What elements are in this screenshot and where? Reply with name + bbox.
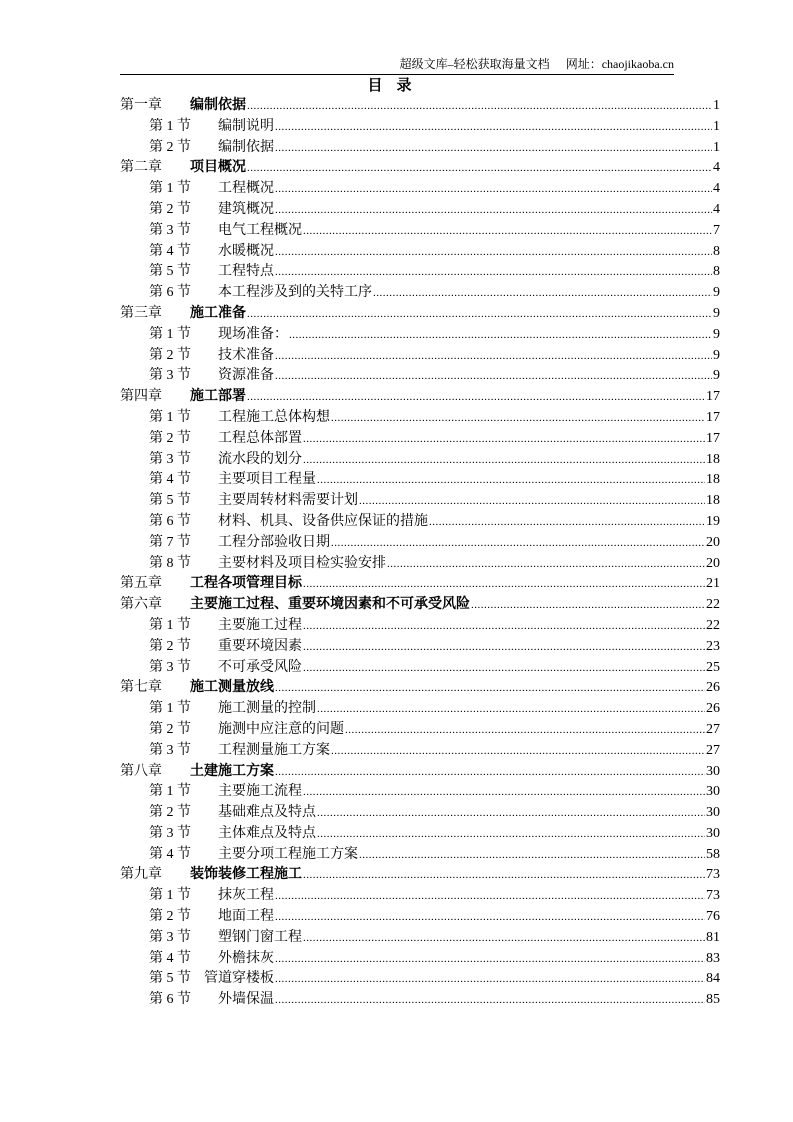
dot-leader	[303, 658, 705, 679]
dot-leader	[331, 408, 705, 429]
toc-chapter-entry[interactable]	[120, 304, 720, 325]
entry-page-number: 9	[713, 368, 720, 384]
entry-number: 第 6 节	[149, 285, 191, 301]
entry-title: 流水段的划分	[218, 451, 302, 467]
entry-page-number: 30	[706, 825, 720, 841]
entry-number: 第五章	[120, 576, 162, 592]
entry-number: 第 2 节	[149, 805, 191, 821]
dot-leader	[303, 865, 705, 886]
entry-title: 施工测量放线	[190, 680, 274, 696]
entry-title: 基础难点及特点	[218, 805, 316, 821]
dot-leader	[275, 886, 705, 907]
entry-title: 主要施工过程	[218, 617, 302, 633]
entry-page-number: 1	[713, 98, 720, 113]
toc-section-entry[interactable]	[120, 803, 720, 824]
entry-page-number: 4	[713, 160, 720, 176]
entry-title: 编制说明	[218, 118, 274, 134]
entry-page-number: 30	[706, 763, 720, 779]
toc-chapter-entry[interactable]	[120, 158, 720, 179]
entry-number: 第 4 节	[149, 243, 191, 259]
toc-section-entry[interactable]	[120, 907, 720, 928]
entry-number: 第八章	[120, 763, 162, 779]
entry-page-number: 9	[713, 326, 720, 342]
header-site-name: 超级文库–轻松获取海量文档	[399, 57, 550, 71]
entry-page-number: 9	[713, 347, 720, 363]
dot-leader	[387, 554, 705, 575]
entry-number: 第 1 节	[149, 409, 191, 425]
entry-number: 第 3 节	[149, 222, 191, 238]
toc-section-entry[interactable]	[120, 637, 720, 658]
dot-leader	[429, 512, 705, 533]
entry-title: 不可承受风险	[218, 659, 302, 675]
dot-leader	[317, 824, 705, 845]
entry-title: 主要项目工程量	[218, 472, 316, 488]
entry-title: 工程特点	[218, 264, 274, 280]
toc-section-entry[interactable]	[120, 221, 720, 242]
toc-section-entry[interactable]	[120, 741, 720, 762]
toc-section-entry[interactable]	[120, 450, 720, 471]
dot-leader	[303, 782, 705, 803]
entry-title: 本工程涉及到的关特工序	[218, 285, 372, 301]
dot-leader	[275, 179, 712, 200]
dot-leader	[303, 429, 705, 450]
toc-section-entry[interactable]	[120, 262, 720, 283]
entry-page-number: 19	[706, 513, 720, 529]
entry-title: 编制依据	[190, 98, 246, 113]
entry-title: 工程测量施工方案	[218, 742, 330, 758]
toc-section-entry[interactable]	[120, 366, 720, 387]
entry-number: 第 2 节	[149, 430, 191, 446]
dot-leader	[275, 242, 712, 263]
entry-number: 第 2 节	[149, 638, 191, 654]
entry-number: 第 5 节	[149, 493, 191, 509]
entry-number: 第 3 节	[149, 368, 191, 384]
entry-title: 装饰装修工程施工	[190, 867, 302, 883]
dot-leader	[303, 928, 705, 949]
toc-chapter-entry[interactable]	[120, 595, 720, 616]
entry-page-number: 4	[713, 181, 720, 197]
entry-number: 第九章	[120, 867, 162, 883]
entry-page-number: 27	[706, 721, 720, 737]
header-url: 网址：chaojikaoba.cn	[565, 57, 674, 71]
entry-page-number: 18	[706, 451, 720, 467]
toc-section-entry[interactable]	[120, 429, 720, 450]
entry-title: 工程分部验收日期	[218, 534, 330, 550]
entry-page-number: 18	[706, 472, 720, 488]
dot-leader	[331, 741, 705, 762]
entry-number: 第 6 节	[149, 513, 191, 529]
toc-section-entry[interactable]	[120, 491, 720, 512]
entry-number: 第 5 节	[149, 971, 191, 987]
entry-page-number: 21	[706, 576, 720, 592]
dot-leader	[275, 200, 712, 221]
entry-page-number: 83	[706, 950, 720, 966]
entry-number: 第 1 节	[149, 784, 191, 800]
entry-title: 管道穿楼板	[204, 971, 274, 987]
dot-leader	[247, 158, 712, 179]
entry-title: 主要分项工程施工方案	[218, 846, 358, 862]
entry-number: 第三章	[120, 305, 162, 321]
dot-leader	[275, 949, 705, 970]
entry-title: 主要周转材料需要计划	[218, 493, 358, 509]
entry-page-number: 81	[706, 929, 720, 945]
toc-section-entry[interactable]	[120, 283, 720, 304]
toc-section-entry[interactable]	[120, 512, 720, 533]
toc-section-entry[interactable]	[120, 554, 720, 575]
entry-page-number: 8	[713, 264, 720, 280]
entry-page-number: 9	[713, 285, 720, 301]
toc-section-entry[interactable]	[120, 990, 720, 1011]
dot-leader	[247, 387, 705, 408]
entry-number: 第 3 节	[149, 742, 191, 758]
entry-title: 技术准备	[218, 347, 274, 363]
entry-number: 第一章	[120, 98, 162, 113]
entry-page-number: 1	[713, 139, 720, 155]
dot-leader	[289, 325, 712, 346]
entry-number: 第 3 节	[149, 825, 191, 841]
dot-leader	[345, 720, 705, 741]
entry-page-number: 76	[706, 909, 720, 925]
entry-title: 材料、机具、设备供应保证的措施	[218, 513, 428, 529]
entry-title: 资源准备	[218, 368, 274, 384]
entry-page-number: 25	[706, 659, 720, 675]
entry-number: 第 2 节	[149, 139, 191, 155]
entry-page-number: 30	[706, 805, 720, 821]
toc-section-entry[interactable]	[120, 200, 720, 221]
entry-page-number: 17	[706, 430, 720, 446]
entry-title: 工程概况	[218, 181, 274, 197]
entry-number: 第 7 节	[149, 534, 191, 550]
dot-leader	[317, 699, 705, 720]
entry-title: 施工准备	[190, 305, 246, 321]
dot-leader	[303, 450, 705, 471]
entry-page-number: 73	[706, 888, 720, 904]
toc-section-entry[interactable]	[120, 325, 720, 346]
entry-page-number: 20	[706, 555, 720, 571]
entry-page-number: 22	[706, 597, 720, 613]
entry-number: 第七章	[120, 680, 162, 696]
entry-page-number: 26	[706, 701, 720, 717]
dot-leader	[275, 366, 712, 387]
entry-number: 第 1 节	[149, 888, 191, 904]
entry-page-number: 22	[706, 617, 720, 633]
toc-section-entry[interactable]	[120, 720, 720, 741]
dot-leader	[331, 533, 705, 554]
dot-leader	[247, 304, 712, 325]
entry-number: 第 2 节	[149, 909, 191, 925]
dot-leader	[275, 762, 705, 783]
dot-leader	[275, 262, 712, 283]
entry-page-number: 17	[706, 409, 720, 425]
entry-title: 施测中应注意的问题	[218, 721, 344, 737]
entry-number: 第 2 节	[149, 721, 191, 737]
dot-leader	[303, 574, 705, 595]
entry-page-number: 73	[706, 867, 720, 883]
toc-section-entry[interactable]	[120, 346, 720, 367]
entry-title: 主体难点及特点	[218, 825, 316, 841]
entry-number: 第六章	[120, 597, 162, 613]
entry-page-number: 7	[713, 222, 720, 238]
entry-title: 塑钢门窗工程	[218, 929, 302, 945]
toc-section-entry[interactable]	[120, 782, 720, 803]
entry-title: 建筑概况	[218, 201, 274, 217]
toc-section-entry[interactable]	[120, 928, 720, 949]
table-of-contents	[120, 96, 720, 1011]
entry-title: 工程施工总体构想	[218, 409, 330, 425]
entry-number: 第 1 节	[149, 326, 191, 342]
entry-number: 第 3 节	[149, 659, 191, 675]
entry-page-number: 23	[706, 638, 720, 654]
toc-chapter-entry[interactable]	[120, 574, 720, 595]
entry-title: 编制依据	[218, 139, 274, 155]
entry-page-number: 58	[706, 846, 720, 862]
toc-chapter-entry[interactable]	[120, 387, 720, 408]
dot-leader	[275, 678, 705, 699]
entry-title: 主要材料及项目检实验安排	[218, 555, 386, 571]
dot-leader	[275, 138, 712, 159]
toc-section-entry[interactable]	[120, 845, 720, 866]
entry-number: 第 4 节	[149, 846, 191, 862]
dot-leader	[275, 907, 705, 928]
toc-section-entry[interactable]	[120, 179, 720, 200]
dot-leader	[303, 637, 705, 658]
entry-number: 第 6 节	[149, 992, 191, 1008]
dot-leader	[317, 470, 705, 491]
toc-section-entry[interactable]	[120, 824, 720, 845]
toc-section-entry[interactable]	[120, 886, 720, 907]
entry-page-number: 84	[706, 971, 720, 987]
dot-leader	[275, 117, 712, 138]
toc-chapter-entry[interactable]	[120, 678, 720, 699]
dot-leader	[317, 803, 705, 824]
entry-page-number: 27	[706, 742, 720, 758]
entry-title: 项目概况	[190, 160, 246, 176]
toc-section-entry[interactable]	[120, 699, 720, 720]
toc-section-entry[interactable]	[120, 470, 720, 491]
dot-leader	[275, 346, 712, 367]
entry-title: 施工测量的控制	[218, 701, 316, 717]
entry-page-number: 20	[706, 534, 720, 550]
entry-page-number: 85	[706, 992, 720, 1008]
entry-title: 外檐抹灰	[218, 950, 274, 966]
page-header	[120, 56, 674, 75]
toc-section-entry[interactable]	[120, 533, 720, 554]
dot-leader	[359, 491, 705, 512]
entry-title: 地面工程	[218, 909, 274, 925]
toc-chapter-entry[interactable]	[120, 762, 720, 783]
entry-title: 施工部署	[190, 389, 246, 405]
entry-title: 外墙保温	[218, 992, 274, 1008]
toc-section-entry[interactable]	[120, 242, 720, 263]
entry-title: 主要施工过程、重要环境因素和不可承受风险	[190, 597, 470, 613]
entry-number: 第四章	[120, 389, 162, 405]
toc-chapter-entry[interactable]	[120, 96, 720, 117]
toc-title: 目录	[367, 78, 426, 94]
entry-number: 第 1 节	[149, 181, 191, 197]
entry-page-number: 17	[706, 389, 720, 405]
entry-title: 主要施工流程	[218, 784, 302, 800]
entry-number: 第 4 节	[149, 950, 191, 966]
dot-leader	[303, 616, 705, 637]
entry-number: 第 2 节	[149, 347, 191, 363]
entry-title: 重要环境因素	[218, 638, 302, 654]
entry-title: 水暖概况	[218, 243, 274, 259]
entry-title: 现场准备：	[218, 326, 288, 342]
entry-number: 第 1 节	[149, 701, 191, 717]
entry-number: 第 8 节	[149, 555, 191, 571]
entry-title: 抹灰工程	[218, 888, 274, 904]
entry-number: 第 1 节	[149, 617, 191, 633]
entry-number: 第二章	[120, 160, 162, 176]
entry-number: 第 2 节	[149, 201, 191, 217]
entry-title: 电气工程概况	[218, 222, 302, 238]
dot-leader	[303, 221, 712, 242]
entry-page-number: 1	[713, 118, 720, 134]
entry-page-number: 4	[713, 201, 720, 217]
entry-number: 第 4 节	[149, 472, 191, 488]
toc-chapter-entry[interactable]	[120, 865, 720, 886]
toc-section-entry[interactable]	[120, 949, 720, 970]
dot-leader	[471, 595, 705, 616]
toc-section-entry[interactable]	[120, 969, 720, 990]
entry-number: 第 1 节	[149, 118, 191, 134]
dot-leader	[359, 845, 705, 866]
toc-section-entry[interactable]	[120, 658, 720, 679]
dot-leader	[275, 990, 705, 1011]
dot-leader	[275, 969, 705, 990]
entry-page-number: 18	[706, 493, 720, 509]
entry-number: 第 3 节	[149, 929, 191, 945]
entry-page-number: 26	[706, 680, 720, 696]
dot-leader	[247, 96, 712, 117]
toc-section-entry[interactable]	[120, 138, 720, 159]
toc-section-entry[interactable]	[120, 616, 720, 637]
toc-section-entry[interactable]	[120, 117, 720, 138]
entry-number: 第 3 节	[149, 451, 191, 467]
entry-title: 工程各项管理目标	[190, 576, 302, 592]
entry-title: 土建施工方案	[190, 763, 274, 779]
entry-page-number: 8	[713, 243, 720, 259]
entry-page-number: 9	[713, 305, 720, 321]
toc-section-entry[interactable]	[120, 408, 720, 429]
entry-number: 第 5 节	[149, 264, 191, 280]
dot-leader	[373, 283, 712, 304]
entry-title: 工程总体部置	[218, 430, 302, 446]
entry-page-number: 30	[706, 784, 720, 800]
